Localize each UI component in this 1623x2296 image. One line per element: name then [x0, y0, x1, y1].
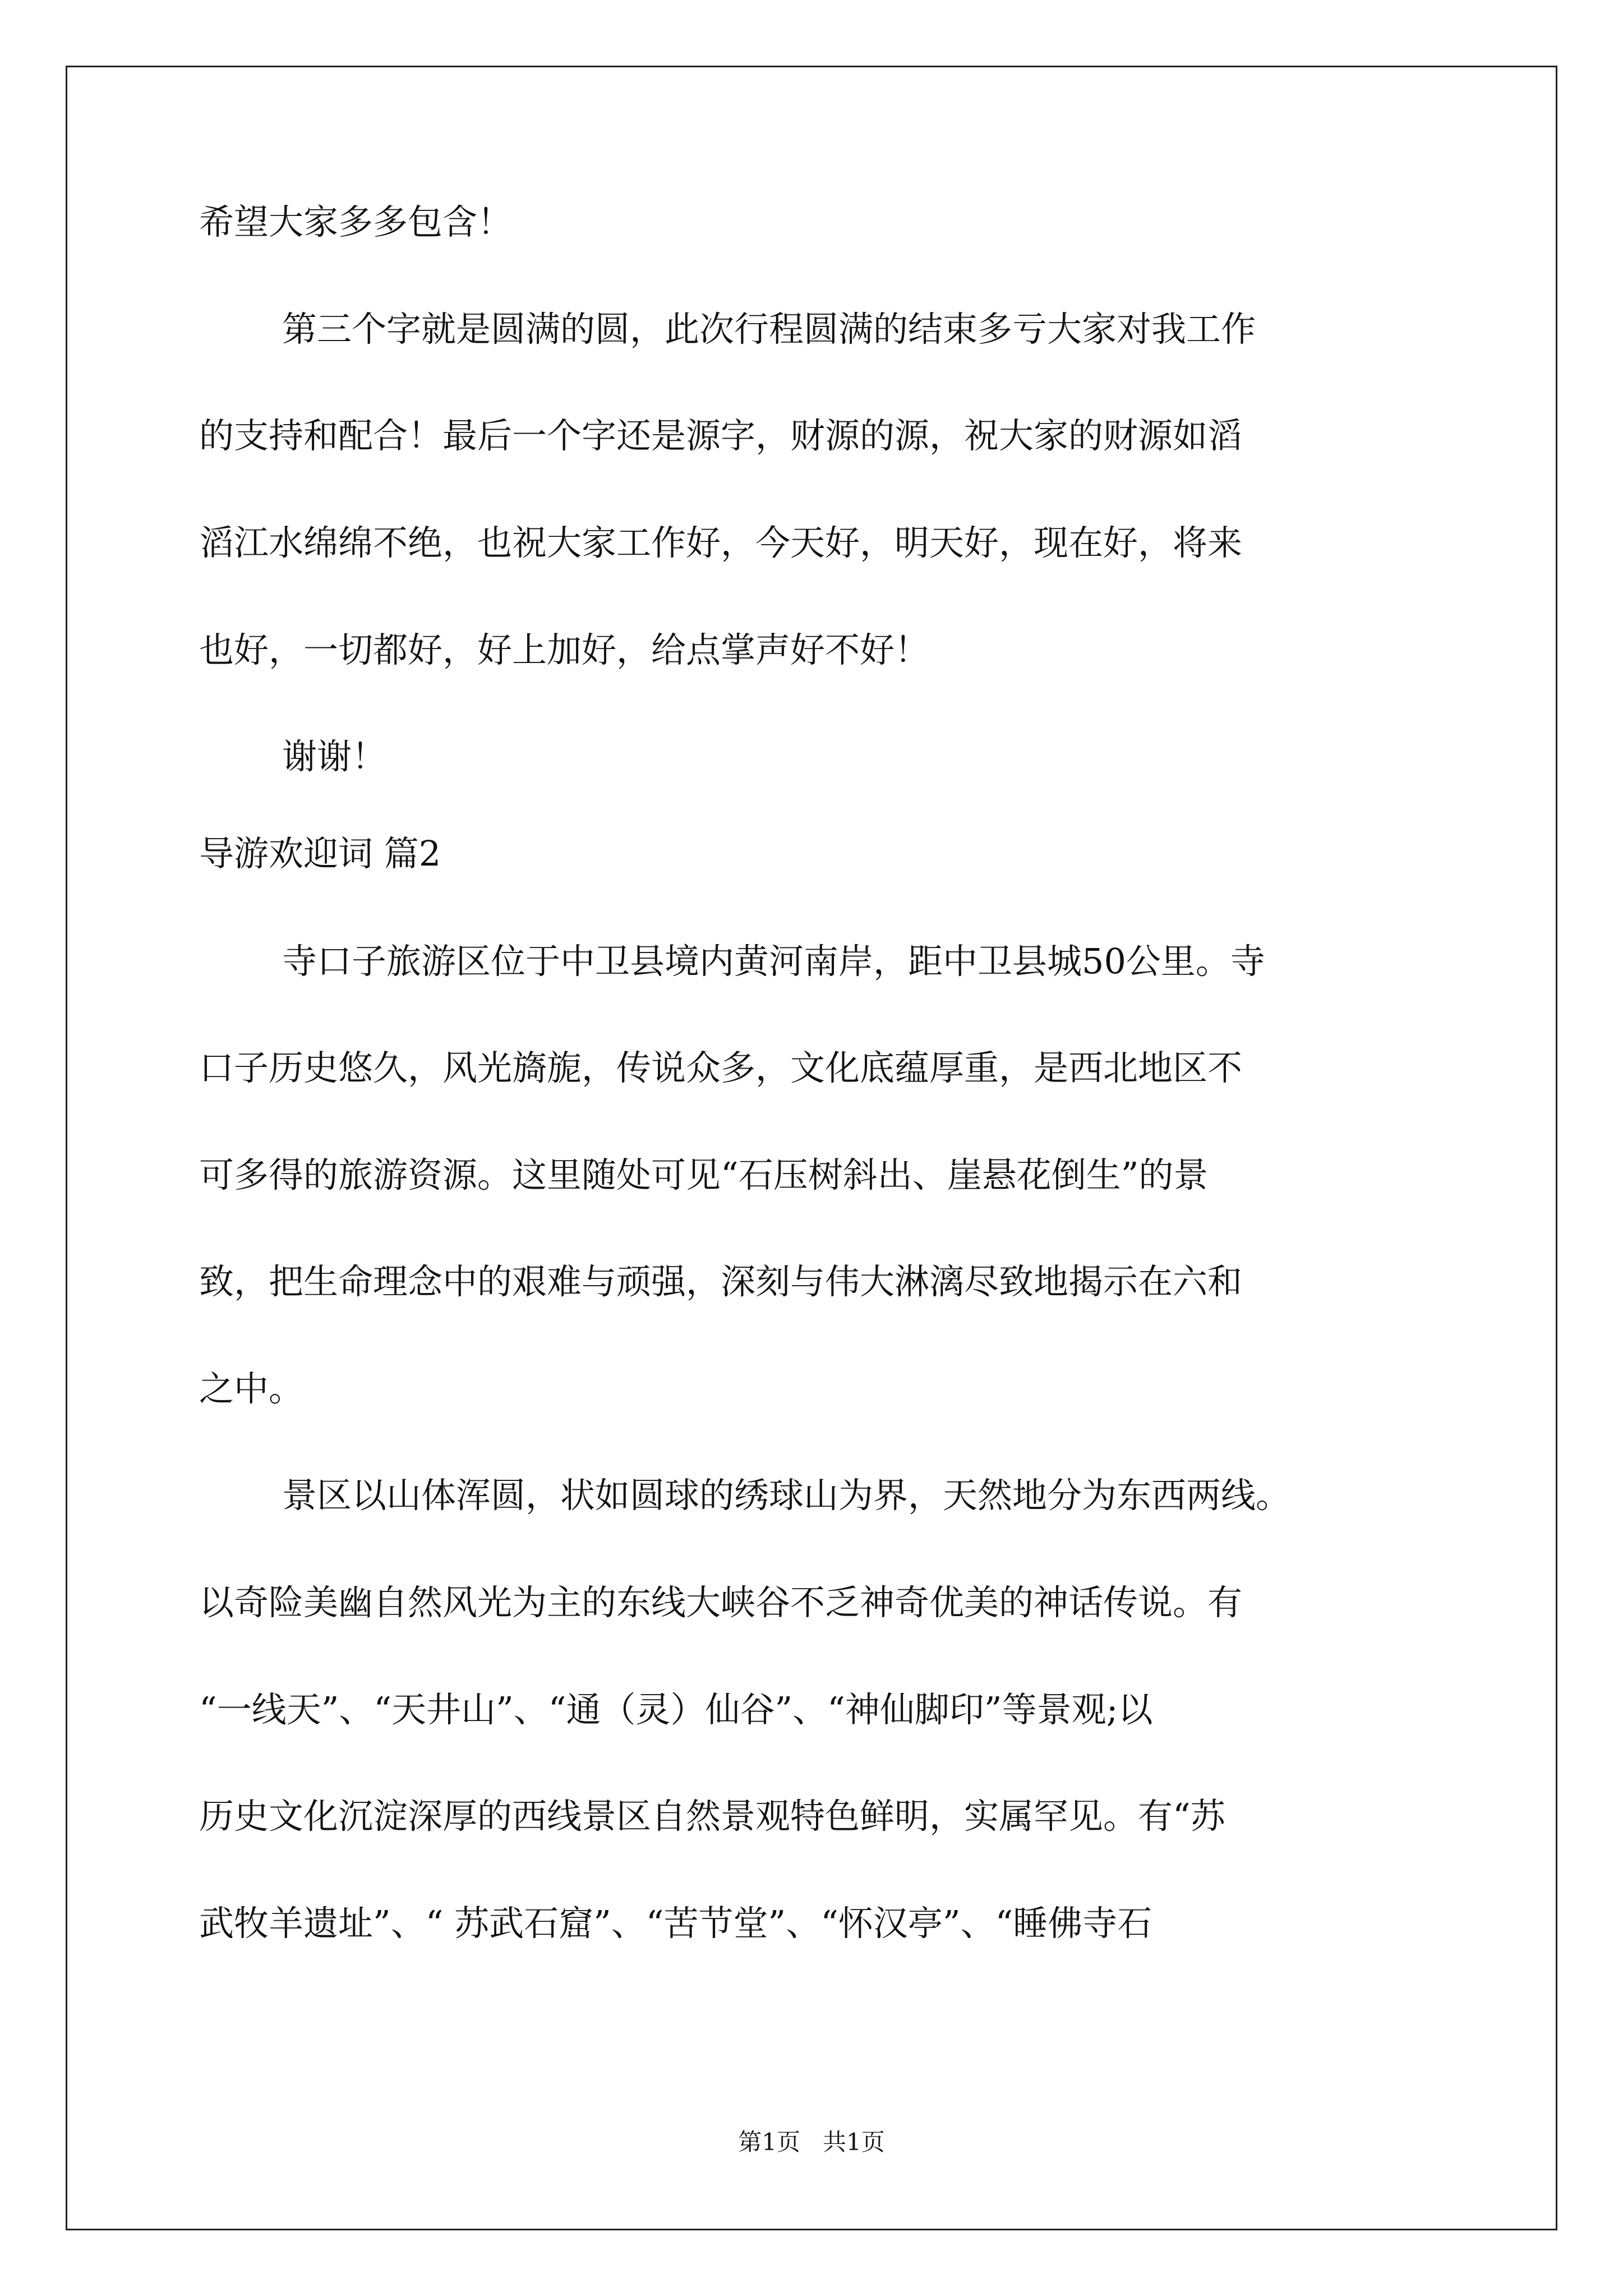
text-line: 以奇险美幽自然风光为主的东线大峡谷不乏神奇优美的神话传说。有	[199, 1582, 1243, 1623]
text-line: 也好，一切都好，好上加好，给点掌声好不好！	[199, 629, 930, 670]
text-line: 之中。	[199, 1368, 304, 1409]
section-heading: 导游欢迎词 篇2	[199, 833, 441, 874]
text-line: 致，把生命理念中的艰难与顽强，深刻与伟大淋漓尽致地揭示在六和	[199, 1261, 1243, 1302]
text-line: 寺口子旅游区位于中卫县境内黄河南岸，距中卫县城50公里。寺	[282, 941, 1265, 982]
text-line: “一线天”、“天井山”、“通（灵）仙谷”、“神仙脚印”等景观;以	[199, 1689, 1153, 1730]
page-number-footer: 第1页 共1页	[738, 2128, 885, 2156]
text-line: 希望大家多多包含！	[199, 201, 513, 242]
text-line: 历史文化沉淀深厚的西线景区自然景观特色鲜明，实属罕见。有“苏	[199, 1796, 1225, 1837]
text-line: 口子历史悠久，风光旖旎，传说众多，文化底蕴厚重，是西北地区不	[199, 1047, 1243, 1088]
text-line: 武牧羊遗址”、“ 苏武石窟”、“苦节堂”、“怀汉亭”、“睡佛寺石	[199, 1903, 1152, 1944]
text-line: 滔江水绵绵不绝，也祝大家工作好，今天好，明天好，现在好，将来	[199, 522, 1243, 563]
text-line: 可多得的旅游资源。这里随处可见“石压树斜出、崖悬花倒生”的景	[199, 1154, 1209, 1195]
text-line: 景区以山体浑圆，状如圆球的绣球山为界，天然地分为东西两线。	[282, 1475, 1291, 1516]
text-line: 第三个字就是圆满的圆，此次行程圆满的结束多亏大家对我工作	[282, 309, 1256, 349]
text-line: 的支持和配合！最后一个字还是源字，财源的源，祝大家的财源如滔	[199, 415, 1243, 456]
text-line: 谢谢！	[282, 736, 387, 777]
